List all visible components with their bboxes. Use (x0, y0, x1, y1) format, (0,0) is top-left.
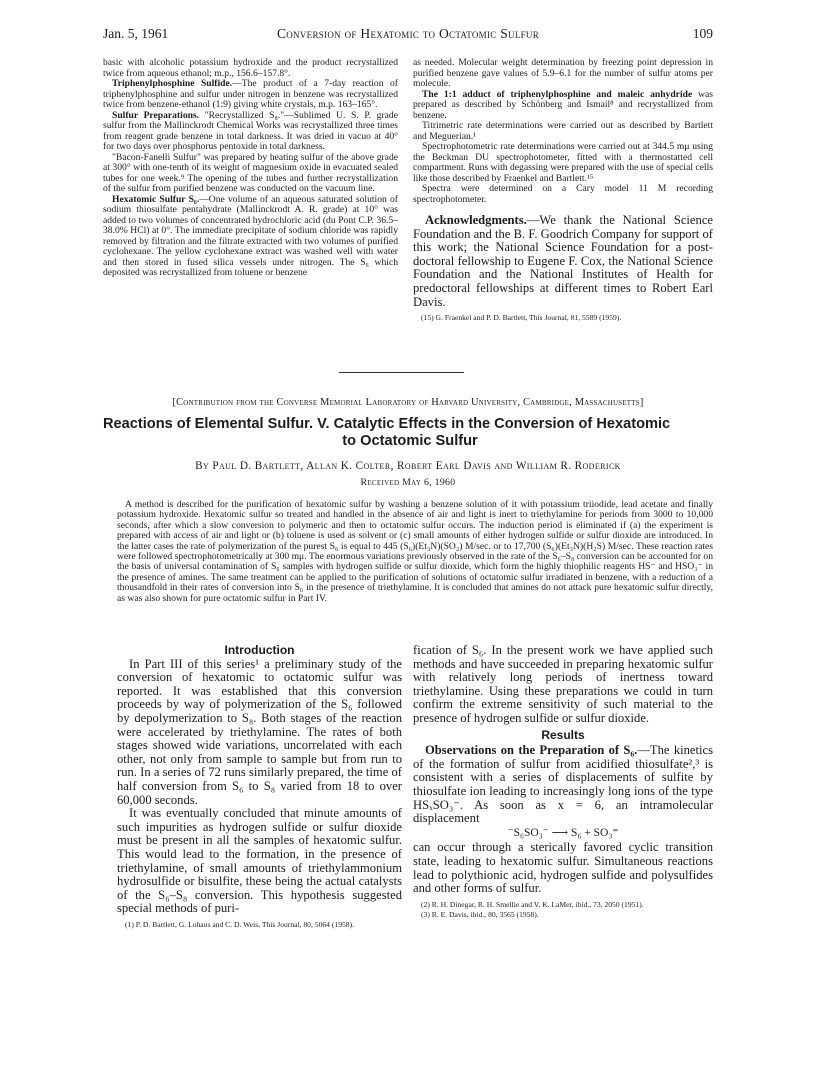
footnote-3: (3) R. E. Davis, ibid., 80, 3565 (1958). (421, 910, 539, 920)
results-heading: Results (541, 727, 585, 742)
paragraph (413, 744, 713, 826)
abstract: A method is described for the purification of hexatomic sulfur by washing a benzene solution of it with potassium triiodide, lead acetate and finally potassium hydroxide. Hexatomic sulfur so treated and handled in the absence of air and light is inert to triethylamine for periods from 3000 to 10,000 seconds, after which a slow conversion to polymeric and then to octatomic sulfur occurs. The induction period is eliminated if (a) the experiment is prepared with access of air and light or (b) toluene is used as solvent or (c) small amounts of either hydrogen sulfide or sulfur dioxide are introduced. In the latter cases the rate of polymerization of the purest S₆ is equal to 445 (S₆)(Et₃N)(SO₂) M/sec. or to 17,700 (S₆)(Et₃N)(H₂S) M/sec. These reaction rates were followed spectrophotometrically at 300 mμ. The enormous variations previously observed in the rate of the S₆–S₈ conversion can be accounted for on the basis of universal contamination of S₆ samples with hydrogen sulfide or sulfur dioxide, which form the highly thiophilic reagents HS⁻ and HSO₃⁻ in the presence of amines. The same treatment can be applied to the purification of solutions of octatomic sulfur irradiated in benzene, with a reduction of a thousandfold in their rates of conversion into S₆ in the presence of triethylamine. It is concluded that amines do not attack pure hexatomic sulfur directly, as was also shown for pure octatomic sulfur in Part IV. (117, 499, 713, 604)
header-date: Jan. 5, 1961 (103, 26, 169, 41)
paragraph-text: —The kinetics of the formation of sulfur from acidified thiosulfate²,³ is consistent with a series of displacements of sulfite by thiosulfate ion leading to increasingly long ions of the type HSₓSO₃⁻. As soon as x = 6, an intramolecular displacement (413, 743, 713, 826)
article-title (103, 416, 713, 449)
footnote-1: (1) P. D. Bartlett, G. Lohaus and C. D. Weis, This Journal, 80, 5064 (1958). (125, 919, 355, 929)
introduction-column (117, 644, 402, 930)
paragraph (103, 79, 398, 111)
contribution-line: [Contribution from the Converse Memorial Laboratory of Harvard University, Cambridge, Massachusetts] (172, 397, 644, 408)
paragraph-text: "Recrystallized S₈."—Sublimed U. S. P. grade sulfur from the Mallinckrodt Chemical Works was recrystallized three times from reagent grade benzene in total darkness. It was dried in vacuo at 40° for two days over phosphorus pentoxide in total darkness. (103, 109, 398, 152)
introduction-heading: Introduction (224, 643, 295, 657)
run-in-heading: Triphenylphosphine Sulfide. (112, 78, 233, 89)
paragraph (413, 90, 713, 122)
section-divider (339, 372, 464, 373)
paragraph-text: —One volume of an aqueous saturated solution of sodium thiosulfate pentahydrate (Mallinckrodt A. R. grade) at 10° was added to two volumes of concentrated hydrochloric acid (du Pont C.P. 36.5–38.0% HCl) at 0°. The immediate precipitate of sodium chloride was rapidly removed by filtration and the filtrate extracted with two volumes of purified cyclohexane. The yellow cyclohexane extract was washed well with water and then stored in fused silica vessels under nitrogen. The S₆ which deposited was recrystallized from toluene or benzene (103, 193, 398, 278)
footnotes (117, 920, 402, 930)
article-title-line1: Reactions of Elemental Sulfur. V. Catalytic Effects in the Conversion of Hexatomic (103, 416, 671, 432)
run-in-heading: Sulfur Preparations. (112, 109, 200, 121)
paragraph: can occur through a sterically favored cyclic transition state, leading to hexatomic sulfur. Simultaneous reactions lead to polythionic acid, hydrogen sulfide and polysulfides and other forms of sulfur. (413, 840, 713, 896)
footnotes (413, 900, 713, 920)
paragraph: basic with alcoholic potassium hydroxide and the product recrystallized twice from aqueous ethanol; m.p., 156.6–157.8°. (103, 57, 398, 79)
run-in-heading: Hexatomic Sulfur S₆. (112, 193, 200, 205)
paragraph-text: —The product of a 7-day reaction of triphenylphosphine and sulfur under nitrogen in benzene was recrystallized twice from benzene-ethanol (1:9) giving white crystals, m.p. 163–165°. (103, 78, 398, 110)
paragraph: as needed. Molecular weight determination by freezing point depression in purified benzene gave values of 5.9–6.1 for the number of sulfur atoms per molecule. (413, 57, 713, 89)
results-column (413, 644, 713, 921)
acknowledgments (413, 214, 713, 309)
paragraph: Titrimetric rate determinations were carried out as described by Bartlett and Meguerian.¹ (413, 120, 713, 142)
run-in-heading: The 1:1 adduct of triphenylphosphine and maleic anhydride (422, 88, 693, 100)
header-page-number: 109 (692, 26, 713, 41)
equation: ⁻S₆SO₃⁻ ⟶ S₆ + SO₃⁼ (507, 826, 619, 839)
paragraph: fication of S₆. In the present work we have applied such methods and have succeeded in preparing hexatomic sulfur with relatively long periods of inertness toward triethylamine. Using these preparations we could in turn confirm the extreme sensitivity of such material to the presence of hydrogen sulfide or sulfur dioxide. (413, 643, 713, 725)
footnotes (413, 313, 713, 323)
footnote-2: (2) R. H. Dinegar, R. H. Smellie and V. K. LaMer, ibid., 73, 2050 (1951). (421, 899, 644, 909)
paragraph: It was eventually concluded that minute amounts of such impurities as hydrogen sulfide or sulfur dioxide must be present in all the samples of hexatomic sulfur. This would lead to the formation, in the presence of triethylamine, of small amounts of triethylammonium hydrosulfide or bisulfite, these being the actual catalysts of the S₆–S₈ conversion. This hypothesis suggested special methods of puri- (117, 806, 402, 916)
run-in-heading: Observations on the Preparation of S₆. (425, 743, 638, 758)
paragraph: Spectra were determined on a Cary model 11 M recording spectrophotometer. (413, 183, 713, 205)
paragraph (103, 111, 398, 153)
footnote-15: (15) G. Fraenkel and P. D. Bartlett, This Journal, 81, 5589 (1959). (421, 313, 622, 323)
acknowledgments-heading: Acknowledgments. (425, 213, 527, 227)
paragraph-text: was prepared as described by Schönberg and Ismail⁸ and recrystallized from benzene. (413, 88, 713, 121)
running-header (103, 26, 713, 44)
paragraph (413, 214, 713, 309)
paragraph: Spectrophotometric rate determinations were carried out at 344.5 mμ using the Beckman DU spectrophotometer, fitted with a thermostatted cell compartment. Runs with degassing were prepared with the use of special cells like those described by Fraenkel and Bartlett.¹⁵ (413, 141, 713, 184)
received-date: Received May 6, 1960 (360, 477, 456, 488)
experimental-column-left (103, 58, 398, 279)
paragraph: "Bacon-Fanelli Sulfur" was prepared by heating sulfur of the above grade at 300° with one-tenth of its weight of magnesium oxide in evacuated sealed tubes for one week.⁹ The opening of the tubes and further recrystallization of the sulfur from purified benzene was conducted on the vacuum line. (103, 151, 398, 194)
paragraph (103, 195, 398, 279)
article-title-line2: to Octatomic Sulfur (342, 432, 478, 449)
experimental-column-right (413, 58, 713, 324)
paragraph-text: —We thank the National Science Foundation and the B. F. Goodrich Company for support of this work; the National Science Foundation for a post-doctoral fellowship to Eugene F. Cox, the National Science Foundation and the National Institutes of Health for predoctoral fellowships at different times to Robert Earl Davis. (413, 213, 713, 309)
paragraph: In Part III of this series¹ a preliminary study of the conversion of hexatomic to octatomic sulfur was reported. It was established that this conversion proceeds by way of polymerization of the S₆ followed by depolymerization to S₈. Both stages of the reaction were accelerated by triethylamine. The rates of both stages showed wide variations, uncorrelated with each other, not only from sample to sample but from run to run. In a series of 72 runs similarly prepared, the time of half conversion from S₆ to S₈ varied from 18 to over 60,000 seconds. (117, 656, 402, 807)
authors: By Paul D. Bartlett, Allan K. Colter, Robert Earl Davis and William R. Roderick (195, 460, 621, 472)
header-running-title: Conversion of Hexatomic to Octatomic Sulfur (276, 26, 540, 41)
